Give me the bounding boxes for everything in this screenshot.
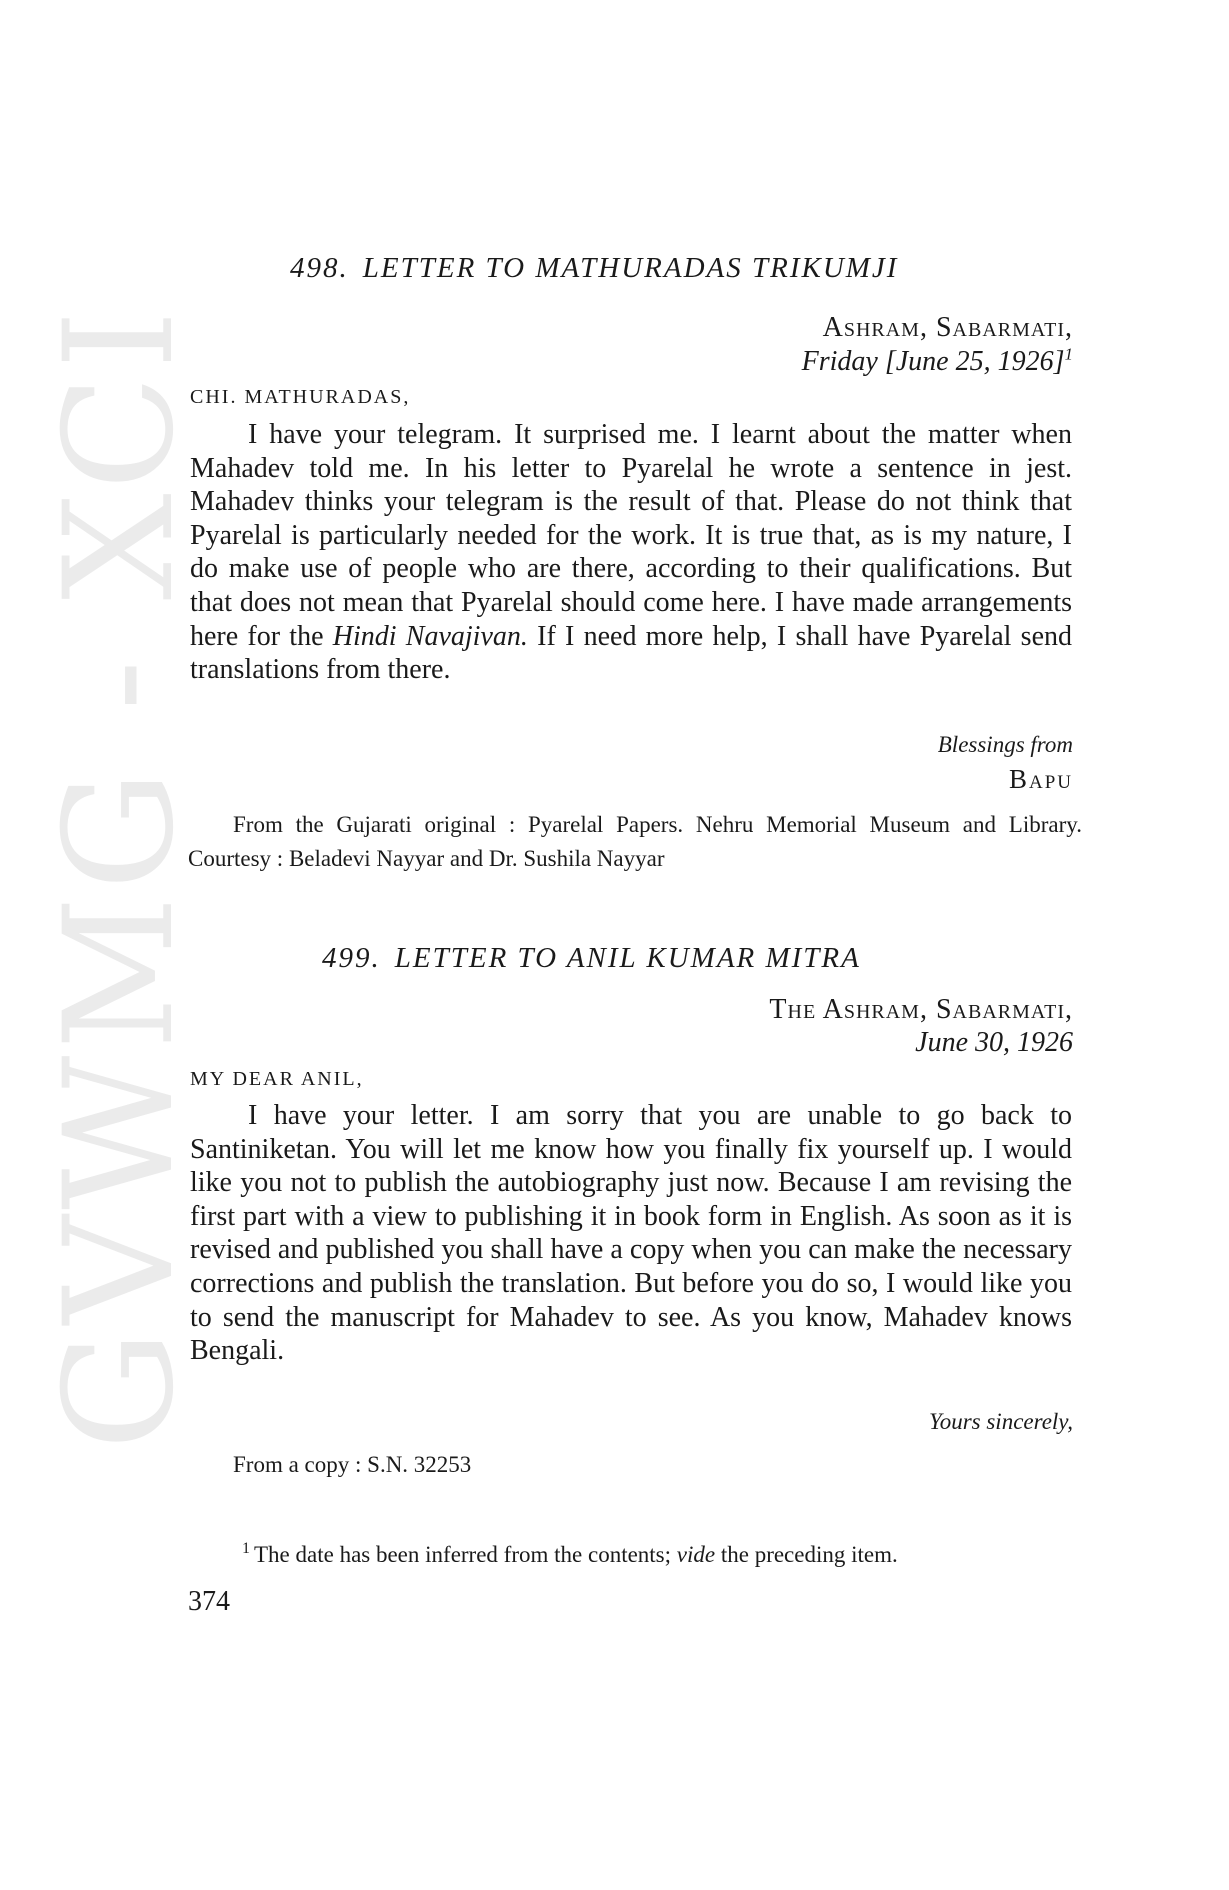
item-498-source: From the Gujarati original : Pyarelal Papers. Nehru Memorial Museum and Library. Courtesy : Beladevi Nayyar and Dr. Sushila Nayyar	[188, 812, 1082, 871]
footnote-italic: vide	[676, 1542, 716, 1567]
item-498-body-italic: Hindi Navajivan.	[332, 620, 528, 652]
footnote-text: The date has been inferred from the contents;	[254, 1542, 677, 1567]
item-498-place: Ashram, Sabarmati,	[822, 312, 1073, 343]
item-499-heading	[322, 942, 861, 975]
footnote	[242, 1542, 898, 1568]
item-498-salutation: CHI. MATHURADAS,	[190, 386, 411, 408]
item-499-place: The Ashram, Sabarmati,	[769, 994, 1073, 1025]
item-498-title: LETTER TO MATHURADAS TRIKUMJI	[362, 252, 899, 284]
item-498-closing: Blessings from	[937, 732, 1073, 757]
item-499-title: LETTER TO ANIL KUMAR MITRA	[394, 942, 861, 974]
item-498-date: Friday [June 25, 1926]	[801, 346, 1065, 377]
item-498-body-text-end: If I need more help, I shall have Pyarelal send translations from there.	[190, 620, 1072, 686]
item-498-body-text: I have your telegram. It surprised me. I learnt about the matter when Mahadev told me. In his letter to Pyarelal he wrote a sentence in jest. Mahadev thinks your telegram is the result of that. Please do not think that Pyarelal is particularly needed for the work. It is true that, as is my nature, I do make use of people who are there, according to their qualifications. But that does not mean that Pyarelal should come here. I have made arrangements here for the	[190, 419, 1072, 652]
item-499-date: June 30, 1926	[915, 1027, 1073, 1058]
watermark: GVWMG - XCI	[33, 304, 207, 1450]
item-498-number: 498.	[290, 252, 349, 284]
item-498-signature: Bapu	[1008, 764, 1073, 794]
item-499-source: From a copy : S.N. 32253	[233, 1452, 472, 1477]
item-498-heading	[290, 252, 898, 285]
item-498-date-line	[802, 346, 1073, 378]
footnote-text-end: the preceding item.	[715, 1542, 898, 1567]
item-499-closing: Yours sincerely,	[929, 1409, 1073, 1434]
footnote-marker: 1	[242, 1540, 250, 1558]
footnote-ref: 1	[1064, 344, 1073, 364]
item-499-body: I have your letter. I am sorry that you are unable to go back to Santiniketan. You will let me know how you finally fix yourself up. I would like you not to publish the autobiography just now. Because I am revising the first part with a view to publishing it in book form in English. As soon as it is revised and published you shall have a copy when you can make the necessary corrections and publish the translation. But before you do so, I would like you to send the manuscript for Mahadev to see. As you know, Mahadev knows Bengali.	[190, 1100, 1072, 1367]
item-499-number: 499.	[322, 942, 381, 974]
item-498-body	[190, 418, 1072, 687]
page-number: 374	[188, 1586, 230, 1617]
item-499-salutation: MY DEAR ANIL,	[190, 1068, 364, 1090]
